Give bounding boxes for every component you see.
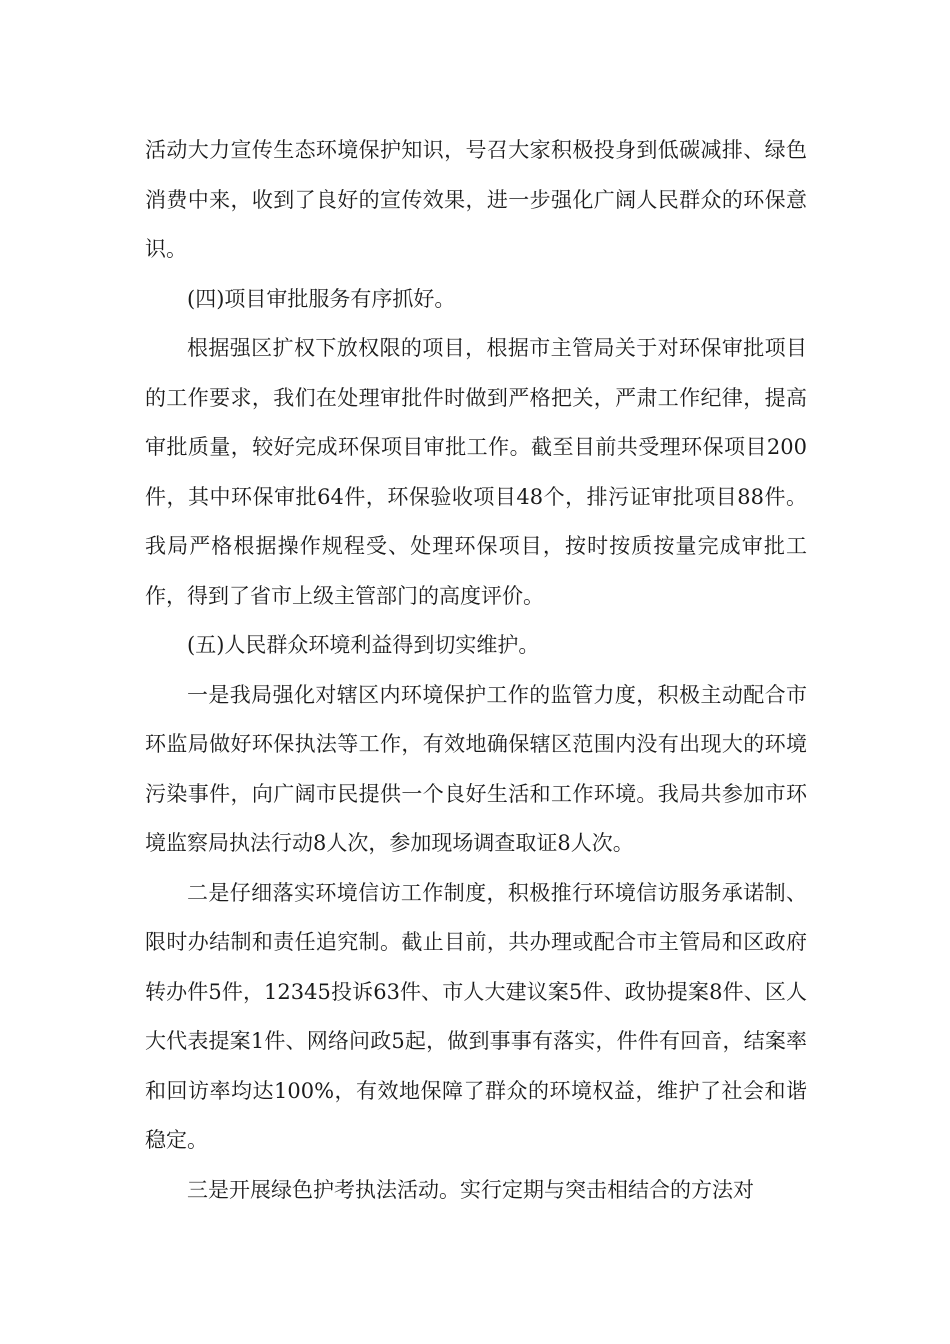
paragraph-point-2: 二是仔细落实环境信访工作制度，积极推行环境信访服务承诺制、限时办结制和责任追究制。截止目前，共办理或配合市主管局和区政府转办件5件，12345投诉63件、市人大建议案5件、政协提案8件、区人大代表提案1件、网络问政5起，做到事事有落实，件件有回音，结案率和回访率均达100%，有效地保障了群众的环境权益，维护了社会和谐稳定。 — [145, 880, 807, 1152]
paragraph-point-1: 一是我局强化对辖区内环境保护工作的监管力度，积极主动配合市环监局做好环保执法等工作，有效地确保辖区范围内没有出现大的环境污染事件，向广阔市民提供一个良好生活和工作环境。我局共参加市环境监察局执法行动8人次，参加现场调查取证8人次。 — [145, 682, 807, 855]
section-heading-4: (四)项目审批服务有序抓好。 — [187, 286, 456, 311]
paragraph-continued: 活动大力宣传生态环境保护知识，号召大家积极投身到低碳减排、绿色消费中来，收到了良好的宣传效果，进一步强化广阔人民群众的环保意识。 — [145, 138, 807, 261]
paragraph-point-3: 三是开展绿色护考执法活动。实行定期与突击相结合的方法对 — [187, 1177, 754, 1202]
section-heading-5: (五)人民群众环境利益得到切实维护。 — [187, 633, 540, 657]
paragraph-approval: 根据强区扩权下放权限的项目，根据市主管局关于对环保审批项目的工作要求，我们在处理审批件时做到严格把关，严肃工作纪律，提高审批质量，较好完成环保项目审批工作。截至目前共受理环保项目200件，其中环保审批64件，环保验收项目48个，排污证审批项目88件。我局严格根据操作规程受、处理环保项目，按时按质按量完成审批工作，得到了省市上级主管部门的高度评价。 — [145, 336, 807, 608]
document-body — [145, 126, 807, 1215]
